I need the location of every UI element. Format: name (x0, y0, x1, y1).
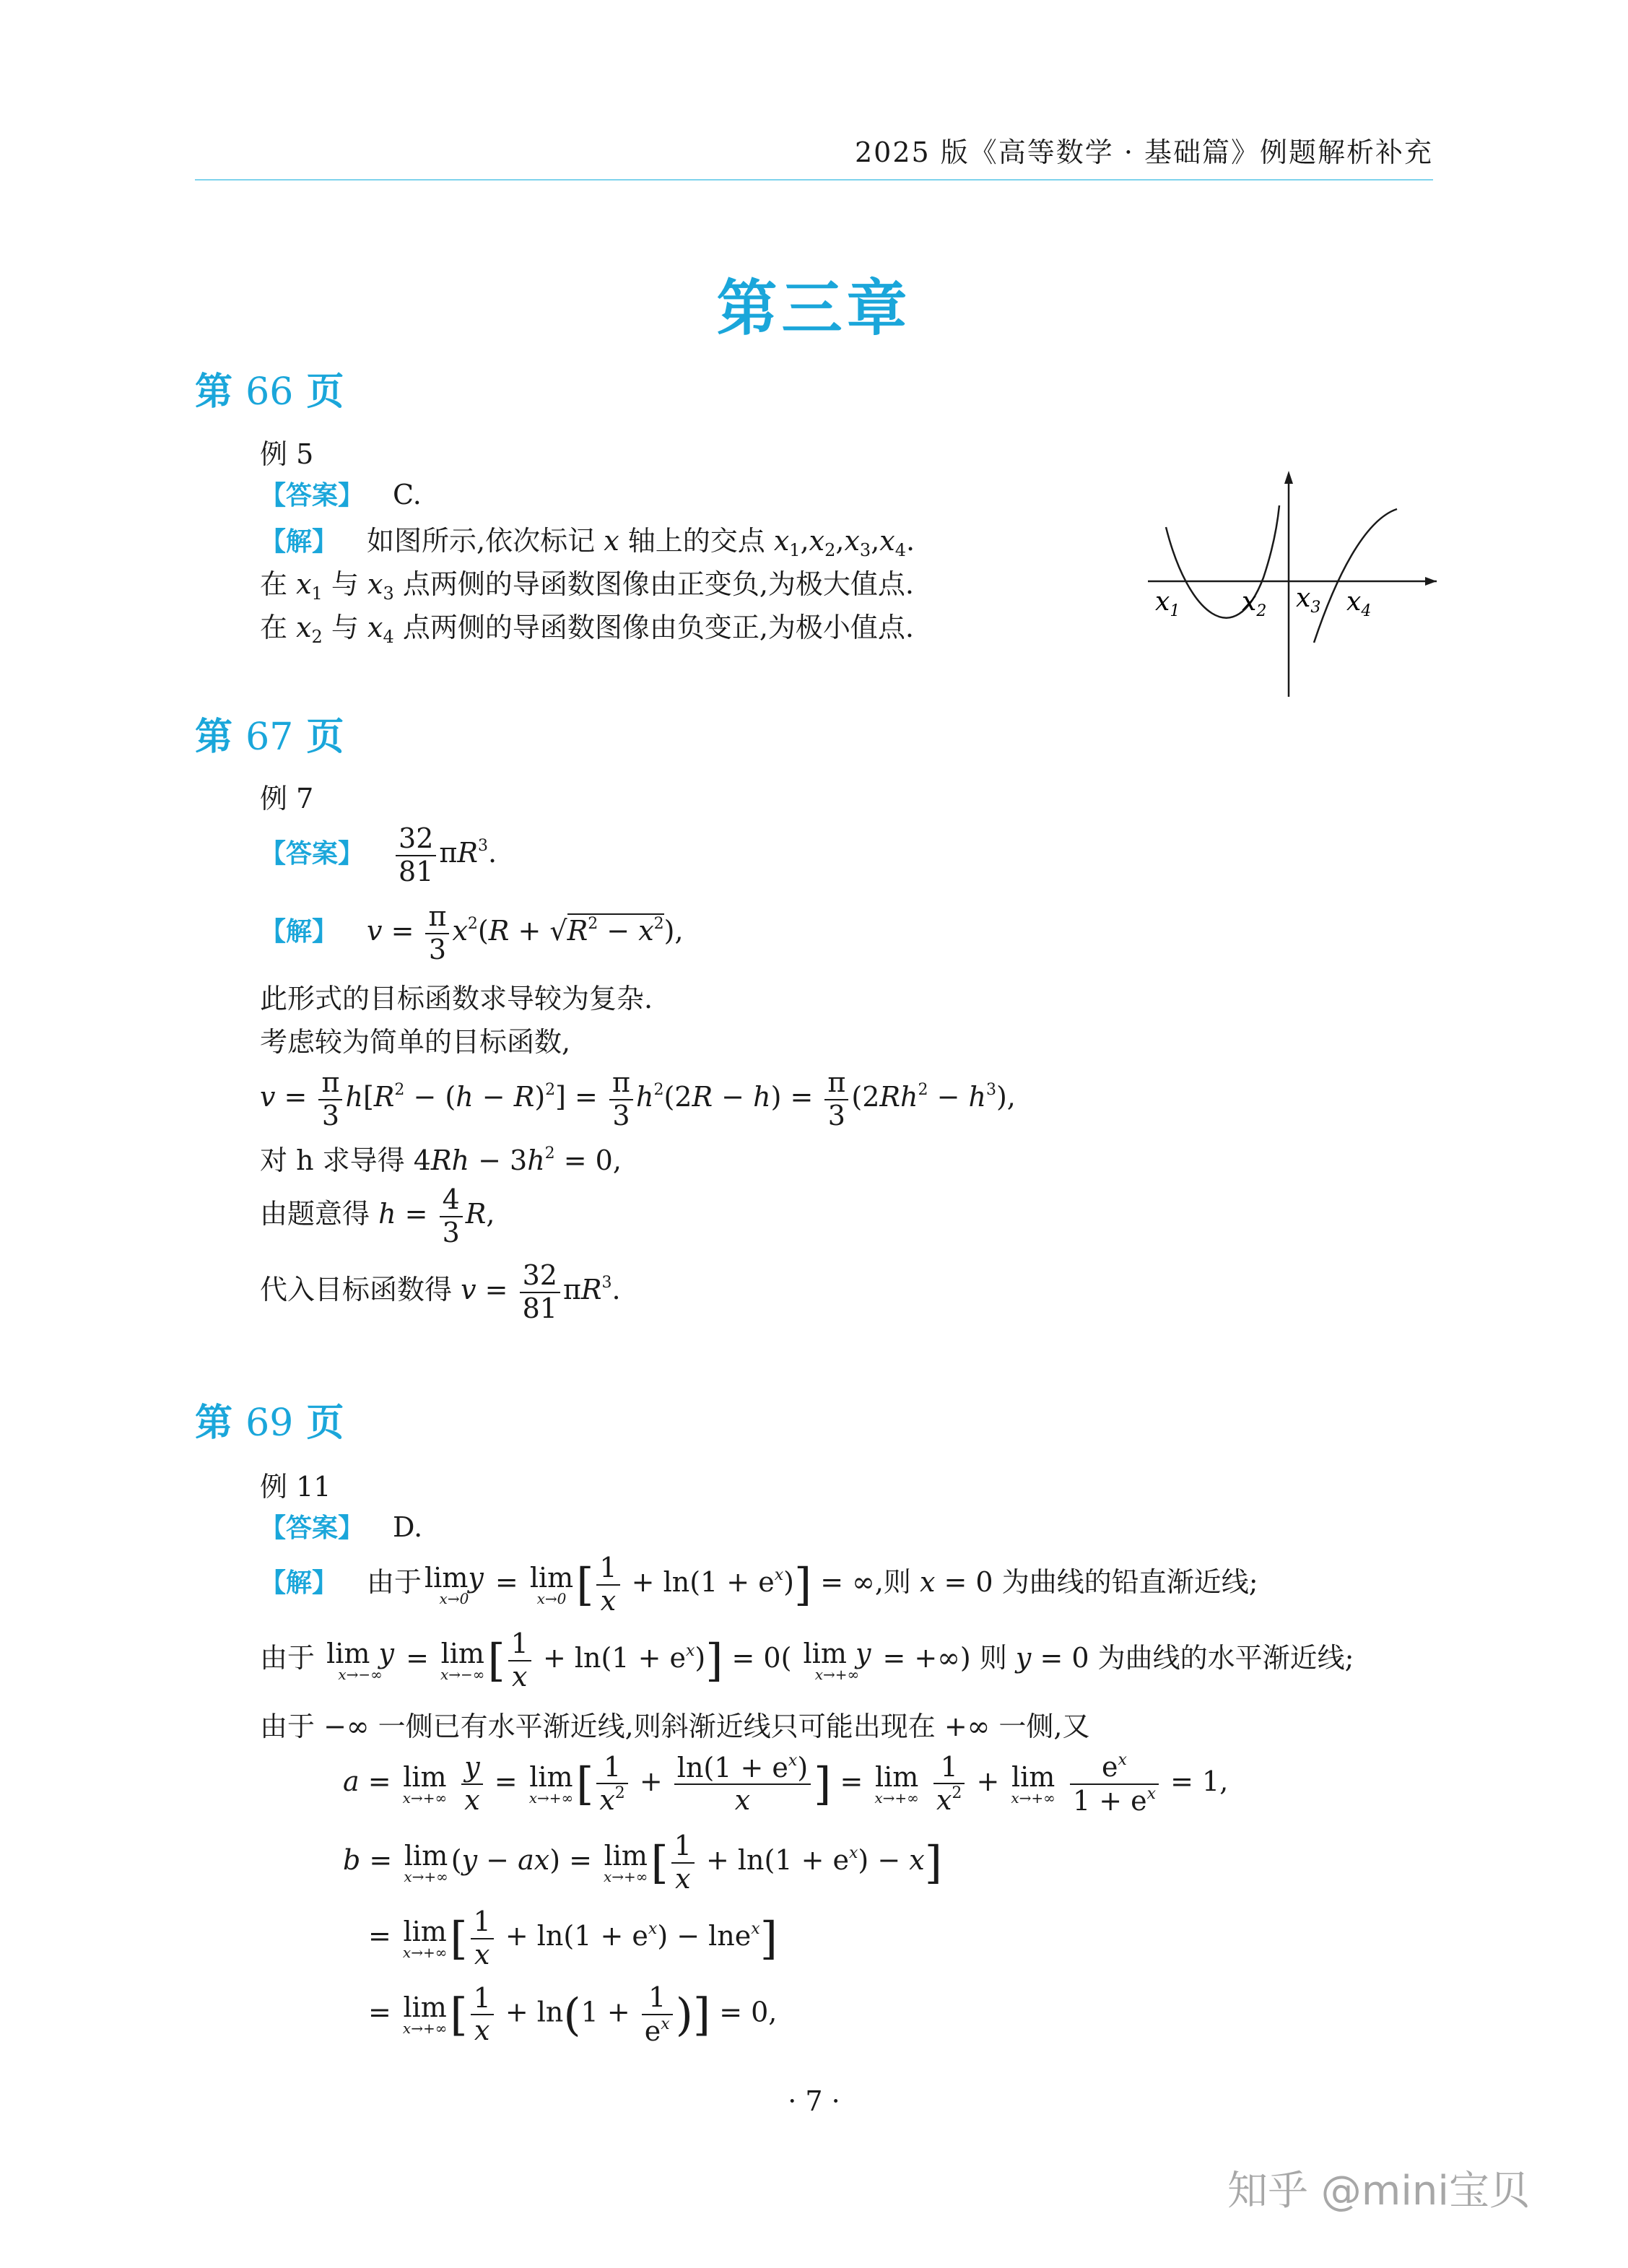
solution-line-3: 由于 −∞ 一侧已有水平渐近线,则斜渐近线只可能出现在 +∞ 一侧,又 (260, 1711, 1090, 1742)
solution-tag: 【解】 (260, 527, 339, 557)
answer-line (260, 1508, 422, 1544)
answer-value: D. (393, 1511, 423, 1543)
answer-tag: 【答案】 (260, 481, 365, 510)
text: 在 (260, 568, 288, 600)
text: 代入目标函数得 (260, 1274, 453, 1306)
text: 由题意得 (260, 1198, 370, 1230)
section-heading-69 (195, 1392, 344, 1446)
text: 在 (260, 612, 288, 643)
header-rule (195, 179, 1433, 181)
running-header: 2025 版《高等数学 · 基础篇》例题解析补充 (854, 136, 1433, 168)
solution-tag: 【解】 (260, 1568, 339, 1599)
formula-v-h: v = $\frac{\pi}{3}$ $h[R^2 - (h - R)^2]$ = $\frac{\pi}{3}$ $h^2(2R - h)$ = $\frac{\pi}{3}$ $(2Rh^2 - h^3)$, (260, 1066, 1016, 1131)
heading-prefix: 第 (195, 1402, 233, 1445)
heading-suffix: 页 (306, 1402, 344, 1445)
answer-value: C. (393, 479, 422, 510)
text: 由于 (260, 1642, 315, 1674)
text-line: 考虑较为简单的目标函数, (260, 1026, 571, 1058)
solution-line-1: 【解】 v = $\frac{\pi}{3}$ $x^2(R + √R^2 - x^2)$, (260, 900, 684, 965)
example-label: 例 7 (260, 783, 314, 814)
heading-suffix: 页 (306, 370, 344, 414)
derivative-graph (1148, 469, 1444, 700)
solution-line-3: 在 $x_2$ 与 $x_4$ 点两侧的导函数图像由负变正,为极小值点. (260, 612, 915, 647)
formula-b-3: = lim x→+∞ [ $\frac{1}{x}$ + ln(1 + $\frac{1}{e^x}$ )] = 0, (368, 1981, 778, 2047)
solution-line-2: 由于 lim y x→−∞ = lim x→−∞ [ $\frac{1}{x}$ + $\ln(1 + e^x)] = 0$( lim y x→+∞ = +∞) 则 y = 0 为曲线的水平渐近线; (260, 1628, 1354, 1693)
solution-line-1: 【解】 如图所示,依次标记 x 轴上的交点 $x_1,x_2,x_3,x_4$. (260, 525, 915, 560)
answer-line: 【答案】 $\frac{32}{81}$ $\pi R^3$. (260, 822, 497, 887)
answer-line (260, 475, 422, 512)
text: 点两侧的导函数图像由负变正,为极小值点. (402, 612, 915, 643)
section-heading-66 (195, 361, 344, 415)
example-label: 例 5 (260, 438, 314, 470)
text: 与 (331, 568, 359, 600)
text-line: 此形式的目标函数求导较为复杂. (260, 983, 653, 1014)
x-axis-arrow (1425, 577, 1437, 586)
text: 点两侧的导函数图像由正变负,为极大值点. (402, 568, 915, 600)
heading-prefix: 第 (195, 370, 233, 414)
formula-b-2: = lim x→+∞ [ $\frac{1}{x}$ + $\ln(1 + e^x) - \ln e^x$] (368, 1906, 778, 1971)
solution-line-1: 【解】 由于 limy x→0 = lim x→0 [ $\frac{1}{x}$ + $\ln(1 + e^x)$] = ∞,则 x = 0 为曲线的铅直渐近线; (260, 1552, 1258, 1617)
label-x2: $x_2$ (1242, 587, 1267, 620)
text: ,则 (874, 1566, 911, 1599)
solution-line-2: 在 $x_1$ 与 $x_3$ 点两侧的导函数图像由正变负,为极大值点. (260, 568, 915, 604)
curve-right (1314, 509, 1397, 643)
page-number: · 7 · (788, 2085, 840, 2117)
heading-number: 67 (245, 716, 294, 759)
formula-a: a = lim x→+∞ $\frac{y}{x}$ = lim x→+∞ [ $\frac{1}{x^2}$ + $\frac{\ln(1 + e^x)}{x}$ ] = lim x→+∞ $\frac{1}{x^2}$ + lim x→+∞ $\frac{e^x}{1 + e^x}$ = 1, (343, 1750, 1229, 1817)
label-x3: $x_3$ (1296, 583, 1321, 617)
curve-left (1166, 505, 1279, 618)
heading-suffix: 页 (306, 716, 344, 759)
solution-tag: 【解】 (260, 917, 339, 947)
example-label: 例 11 (260, 1471, 331, 1503)
heading-prefix: 第 (195, 716, 233, 759)
section-heading-67 (195, 706, 344, 760)
h-value-line: 由题意得 h = $\frac{4}{3}$ R, (260, 1183, 495, 1248)
formula-b-1: b = lim x→+∞ (y − ax) = lim x→+∞ [ $\frac{1}{x}$ + $\ln(1 + e^x) - x$] (343, 1830, 942, 1895)
watermark: 知乎 @mini宝贝 (1227, 2168, 1530, 2215)
result-line: 代入目标函数得 v = $\frac{32}{81}$ $\pi R^3$. (260, 1259, 621, 1324)
heading-number: 66 (245, 370, 294, 414)
text: 轴上的交点 (627, 525, 765, 557)
text: 为曲线的铅直渐近线; (1001, 1566, 1258, 1599)
fraction: $\frac{32}{81}$ (396, 823, 436, 887)
text: 为曲线的水平渐近线; (1097, 1642, 1354, 1674)
chapter-title: 第三章 (716, 273, 912, 344)
derivative-line: 对 h 求导得 $4Rh - 3h^2 = 0$, (260, 1144, 622, 1176)
text: 由于 (367, 1566, 422, 1599)
text: 对 h 求导得 (260, 1144, 405, 1176)
text: 与 (331, 612, 359, 643)
answer-tag: 【答案】 (260, 839, 365, 869)
y-axis-arrow (1284, 471, 1293, 484)
label-x4: $x_4$ (1346, 587, 1372, 620)
heading-number: 69 (245, 1402, 294, 1445)
answer-tag: 【答案】 (260, 1513, 365, 1543)
label-x1: $x_1$ (1155, 587, 1180, 620)
text: 如图所示,依次标记 (367, 525, 596, 557)
